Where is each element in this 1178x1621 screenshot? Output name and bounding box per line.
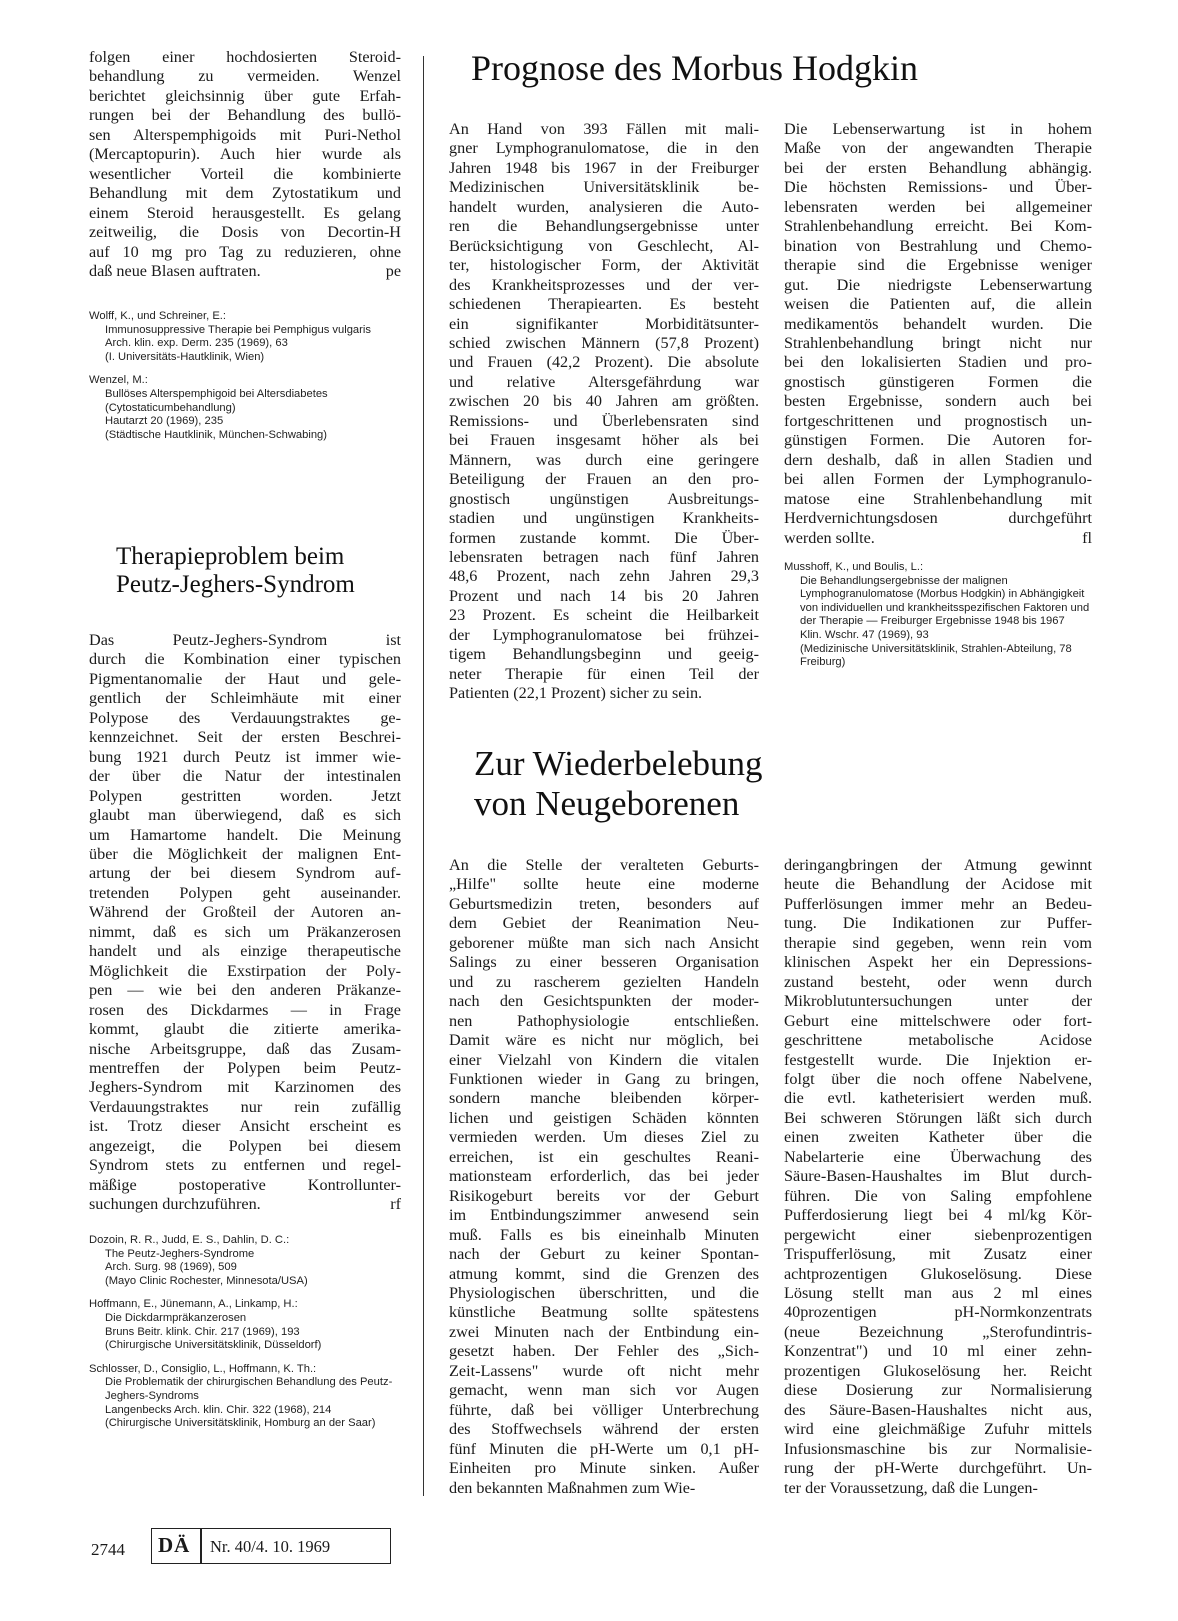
reference-line: Klin. Wschr. 47 (1969), 93	[800, 628, 929, 641]
text-line: ein signifikanter Morbiditätsunter-	[449, 314, 759, 333]
text-line: Geburtsmedizin treten, besonders auf	[449, 894, 759, 913]
text-line: kommt, glaubt die zitierte amerika-	[89, 1020, 401, 1039]
text-line: Damit wäre es nicht nur möglich, bei	[449, 1031, 759, 1050]
text-line: Remissions- und Überlebensraten sind	[449, 411, 759, 430]
text-line: Strahlenbehandlung bringt nicht nur	[784, 333, 1092, 352]
reference-line: (Mayo Clinic Rochester, Minnesota/USA)	[105, 1274, 308, 1287]
text-line: nen Pathophysiologie entschließen.	[449, 1011, 759, 1030]
reference-line: Bullöses Alterspemphigoid bei Altersdiabetes (Cytostaticumbehandlung)	[105, 387, 328, 414]
text-line: lebensraten betragen nach fünf Jahren	[449, 547, 759, 566]
hodgkin-reference	[784, 561, 1092, 680]
text-line: matose eine Strahlenbehandlung mit	[784, 489, 1092, 508]
author-initials: fl	[1082, 528, 1092, 547]
text-line: Die höchsten Remissions- und Über-	[784, 178, 1092, 197]
text-line: gentlich der Schleimhäute mit einer	[89, 689, 401, 708]
text-line: geborener müßte man sich nach Ansicht	[449, 933, 759, 952]
text-line: formen zustande kommt. Die Über-	[449, 528, 759, 547]
peutz-jeghers-body	[89, 631, 401, 1215]
text-line: neter Therapie für einen Teil der	[449, 664, 759, 683]
reference-entry	[89, 310, 401, 364]
text-line: stadien und ungünstigen Krankheits-	[449, 509, 759, 528]
peutz-jeghers-paragraph	[89, 631, 401, 1215]
text-line: ist. Trotz dieser Ansicht erscheint es	[89, 1117, 401, 1136]
journal-logo: DÄ	[158, 1533, 191, 1557]
hodgkin-title: Prognose des Morbus Hodgkin	[471, 48, 918, 88]
text-line: Zeit-Lassens" wurde oft nicht mehr	[449, 1361, 759, 1380]
text-line: daß neue Blasen auftraten. pe	[89, 261, 401, 280]
text-line: günstigen Formen. Die Autoren for-	[784, 431, 1092, 450]
text-line: Trispufferlösung, mit Zusatz einer	[784, 1245, 1092, 1264]
text-line: einen zweiten Katheter über die	[784, 1128, 1092, 1147]
text-line: bination von Bestrahlung und Chemo-	[784, 236, 1092, 255]
text-line: Medizinischen Universitätsklinik be-	[449, 178, 759, 197]
text-line: Polypose des Verdauungstraktes ge-	[89, 708, 401, 727]
text-line: berichtet gleichsinnig über gute Erfah-	[89, 86, 401, 105]
article-neonate-title	[474, 744, 1094, 824]
peutz-jeghers-heading	[116, 543, 416, 599]
text-line: Konzentrat") und 10 ml einer zehn-	[784, 1342, 1092, 1361]
text-line: Patienten (22,1 Prozent) sicher zu sein.	[449, 684, 703, 703]
text-line: Infusionsmaschine bis zur Normalisie-	[784, 1439, 1092, 1458]
text-line: angezeigt, die Polypen bei diesem	[89, 1136, 401, 1155]
text-line: Nabelarterie eine Überwachung des	[784, 1147, 1092, 1166]
text-line: Die Lebenserwartung ist in hohem	[784, 120, 1092, 138]
page-number: 2744	[91, 1540, 125, 1559]
text-line: geschrittene metabolische Acidose	[784, 1031, 1092, 1050]
text-line: gemacht, wenn man sich vor Augen	[449, 1381, 759, 1400]
text-line: ter, histologischer Form, der Aktivität	[449, 256, 759, 275]
text-line: ter der Voraussetzung, daß die Lungen-	[784, 1478, 1038, 1497]
reference-line: Hautarzt 20 (1969), 235	[105, 415, 224, 428]
text-line: der Lymphogranulomatose bei frühzei-	[449, 625, 759, 644]
text-line: zwischen 20 bis 40 Jahren am größten.	[449, 392, 759, 411]
text-line: Pufferlösungen immer mehr an Bedeu-	[784, 894, 1092, 913]
reference-author: Schlosser, D., Consiglio, L., Hoffmann, K. Th.:	[89, 1362, 317, 1375]
text-line: Herdvernichtungsdosen durchgeführt	[784, 509, 1092, 528]
text-line: durch die Kombination einer typischen	[89, 650, 401, 669]
text-line: achtprozentigen Glukoselösung. Diese	[784, 1264, 1092, 1283]
reference-line: (Medizinische Universitätsklinik, Strahlen-Abteilung, 78 Freiburg)	[800, 642, 1072, 669]
text-line: und relative Altersgefährdung war	[449, 372, 759, 391]
text-line: medikamentös behandelt wurden. Die	[784, 314, 1092, 333]
text-line: bei den lokalisierten Stadien und pro-	[784, 353, 1092, 372]
reference-author: Musshoff, K., und Boulis, L.:	[784, 561, 924, 573]
reference-line: Die Dickdarmpräkanzerosen	[105, 1311, 247, 1324]
text-line: Syndrom stets zu entfernen und regel-	[89, 1156, 401, 1175]
column-divider	[423, 56, 424, 1496]
text-line: Verdauungstraktes nur rein zufällig	[89, 1097, 401, 1116]
text-line: sen Alterspemphigoids mit Puri-Nethol	[89, 125, 401, 144]
text-line: mäßige postoperative Kontrollunter-	[89, 1175, 401, 1194]
text-line: Behandlung mit dem Zytostatikum und	[89, 184, 401, 203]
text-line: nische Arbeitsgruppe, daß das Zusam-	[89, 1039, 401, 1058]
text-line: muß. Falls es bis eineinhalb Minuten	[449, 1225, 759, 1244]
footer-box	[151, 1528, 391, 1564]
reference-entry	[89, 1234, 401, 1288]
text-line: wird eine gleichmäßige Zufuhr mittels	[784, 1420, 1092, 1439]
reference-entry	[89, 1298, 401, 1352]
text-line: 40prozentigen pH-Normkonzentrats	[784, 1303, 1092, 1322]
text-line: Bei schweren Störungen läßt sich durch	[784, 1108, 1092, 1127]
reference-entry	[89, 1363, 401, 1431]
text-line: suchungen durchzuführen. rf	[89, 1195, 401, 1214]
text-line: werden sollte. fl	[784, 528, 1092, 547]
text-line: besten Ergebnisse, sondern auch bei	[784, 392, 1092, 411]
text-line: Maße von der angewandten Therapie	[784, 139, 1092, 158]
text-line: einer Vielzahl von Kindern die vitalen	[449, 1050, 759, 1069]
text-line: zeitweilig, die Dosis von Decortin-H	[89, 223, 401, 242]
text-line: festgestellt wurde. Die Injektion er-	[784, 1050, 1092, 1069]
text-line: atmung kommt, sind die Grenzen des	[449, 1264, 759, 1283]
text-line: Pigmentanomalie der Haut und gele-	[89, 669, 401, 688]
text-line: folgen einer hochdosierten Steroid-	[89, 48, 401, 66]
text-line: handelt wurden, analysieren die Auto-	[449, 197, 759, 216]
text-line: lebensraten werden bei allgemeiner	[784, 197, 1092, 216]
text-line: des Säure-Basen-Haushaltes nicht aus,	[784, 1400, 1092, 1419]
text-line: und zu rascherem gezielten Handeln	[449, 972, 759, 991]
text-line: einem Steroid herausgestellt. Es gelang	[89, 203, 401, 222]
text-line: gner Lymphogranulomatose, die in den	[449, 139, 759, 158]
text-line: dern deshalb, daß in allen Stadien und	[784, 450, 1092, 469]
text-line: fünf Minuten die pH-Werte um 0,1 pH-	[449, 1439, 759, 1458]
text-line: glaubt man überwiegend, daß es sich	[89, 806, 401, 825]
text-line: pen — wie bei den anderen Präkanze-	[89, 981, 401, 1000]
text-line: Während der Großteil der Autoren an-	[89, 903, 401, 922]
text-line: Berücksichtigung von Geschlecht, Al-	[449, 236, 759, 255]
text-line: bei allen Formen der Lymphogranulo-	[784, 470, 1092, 489]
text-line: bei Frauen insgesamt höher als bei	[449, 431, 759, 450]
text-line: Lösung stellt man aus 2 ml eines	[784, 1283, 1092, 1302]
text-line: des Krankheitsprozesses und der ver-	[449, 275, 759, 294]
text-line: Geburt eine mittelschwere oder fort-	[784, 1011, 1092, 1030]
text-line: gnostisch ungünstigen Ausbreitungs-	[449, 489, 759, 508]
text-line: den bekannten Maßnahmen zum Wie-	[449, 1478, 696, 1497]
text-line: ren die Behandlungsergebnisse unter	[449, 217, 759, 236]
text-line: deringangbringen der Atmung gewinnt	[784, 856, 1092, 874]
hodgkin-col1	[449, 120, 759, 704]
text-line: klinischen Aspekt her ein Depressions-	[784, 953, 1092, 972]
text-line: handelt und als einzige therapeutische	[89, 942, 401, 961]
reference-entry	[89, 374, 401, 442]
text-line: Das Peutz-Jeghers-Syndrom ist	[89, 631, 401, 649]
text-line: Möglichkeit die Exstirpation der Poly-	[89, 961, 401, 980]
reference-author: Hoffmann, E., Jünemann, A., Linkamp, H.:	[89, 1298, 298, 1311]
text-line: Jahren 1948 bis 1967 in der Freiburger	[449, 158, 759, 177]
reference-line: (Städtische Hautklinik, München-Schwabing)	[105, 428, 327, 441]
author-initials: rf	[390, 1195, 401, 1214]
text-line: heute die Behandlung der Acidose mit	[784, 875, 1092, 894]
neonate-title-line: Zur Wiederbelebung	[474, 744, 763, 783]
text-line: rung der pH-Werte durchgeführt. Un-	[784, 1459, 1092, 1478]
references-peutz	[89, 1234, 401, 1441]
author-initials: pe	[385, 261, 401, 280]
text-line: 48,6 Prozent, nach zehn Jahren 29,3	[449, 567, 759, 586]
references-skin	[89, 310, 401, 452]
left-column	[89, 48, 401, 281]
text-line: therapie sind die Ergebnisse weniger	[784, 256, 1092, 275]
text-line: weisen die Patienten auf, die allein	[784, 295, 1092, 314]
reference-line: (Chirurgische Universitätsklinik, Düsseldorf)	[105, 1339, 322, 1352]
reference-line: Die Problematik der chirurgischen Behandlung des Peutz-Jeghers-Syndroms	[105, 1376, 393, 1402]
text-line: Einheiten pro Minute sinken. Außer	[449, 1459, 759, 1478]
text-line: diese Dosierung zur Normalisierung	[784, 1381, 1092, 1400]
text-line: Beteiligung der Frauen an den pro-	[449, 470, 759, 489]
reference-line: (I. Universitäts-Hautklinik, Wien)	[105, 350, 265, 363]
text-line: An die Stelle der veralteten Geburts-	[449, 856, 759, 874]
reference-entry	[784, 561, 1092, 670]
text-line: artung der bei diesem Syndrom auf-	[89, 864, 401, 883]
text-line: tung. Die Indikationen zur Puffer-	[784, 914, 1092, 933]
text-line: führte, daß bei völliger Unterbrechung	[449, 1400, 759, 1419]
neonate-paragraph-1	[449, 856, 759, 1498]
text-line: „Hilfe" sollte heute eine moderne	[449, 875, 759, 894]
text-line: auf 10 mg pro Tag zu reduzieren, ohne	[89, 242, 401, 261]
text-line: gesetzt haben. Der Fehler des „Sich-	[449, 1342, 759, 1361]
text-line: mentreffen der Polypen beim Peutz-	[89, 1058, 401, 1077]
text-line: Prozent und nach 14 bis 20 Jahren	[449, 586, 759, 605]
reference-line: Bruns Beitr. klink. Chir. 217 (1969), 193	[105, 1325, 300, 1338]
text-line: über die Möglichkeit der malignen Ent-	[89, 844, 401, 863]
text-line: therapie sind gegeben, wenn rein vom	[784, 933, 1092, 952]
text-line: schied zwischen Männern (57,8 Prozent)	[449, 333, 759, 352]
hodgkin-col2	[784, 120, 1092, 548]
page-footer	[89, 1528, 409, 1568]
text-line: fortgeschrittenen und prognostisch un-	[784, 411, 1092, 430]
text-line: rungen bei der Behandlung des bullö-	[89, 106, 401, 125]
text-line: Funktionen wieder in Gang zu bringen,	[449, 1069, 759, 1088]
text-line: (neue Bezeichnung „Sterofundintris-	[784, 1322, 1092, 1341]
text-line: sondern manche bleibenden körper-	[449, 1089, 759, 1108]
text-line: dem Gebiet der Reanimation Neu-	[449, 914, 759, 933]
reference-author: Wolff, K., und Schreiner, E.:	[89, 310, 227, 322]
text-line: schiedenen Therapiearten. Es besteht	[449, 295, 759, 314]
text-line: Physiologischen überschritten, und die	[449, 1283, 759, 1302]
hodgkin-paragraph-2	[784, 120, 1092, 548]
text-line: rosen des Dickdarmes — in Frage	[89, 1000, 401, 1019]
text-line: nach der Geburt zu keiner Spontan-	[449, 1245, 759, 1264]
reference-line: (Chirurgische Universitätsklinik, Homburg an der Saar)	[105, 1417, 376, 1430]
reference-line: Immunosuppressive Therapie bei Pemphigus vulgaris	[105, 323, 371, 336]
text-line: pergewicht einer siebenprozentigen	[784, 1225, 1092, 1244]
text-line: mationsteam erforderlich, das bei jeder	[449, 1167, 759, 1186]
text-line: 23 Prozent. Es scheint die Heilbarkeit	[449, 606, 759, 625]
text-line: der über die Natur der intestinalen	[89, 767, 401, 786]
heading-line: Therapieproblem beim	[116, 543, 345, 570]
text-line: nach den Gesichtspunkten der moder-	[449, 992, 759, 1011]
article-hodgkin-title	[471, 48, 1111, 88]
text-line: nimmt, daß es sich um Präkanzerosen	[89, 922, 401, 941]
text-line: kennzeichnet. Seit der ersten Beschrei-	[89, 728, 401, 747]
text-line: folgt über die noch offene Nabelvene,	[784, 1069, 1092, 1088]
text-line: Strahlenbehandlung erreicht. Bei Kom-	[784, 217, 1092, 236]
reference-line: Langenbecks Arch. klin. Chir. 322 (1968), 214	[105, 1403, 332, 1416]
text-line: im Entbindungszimmer anwesend sein	[449, 1206, 759, 1225]
neonate-col1	[449, 856, 759, 1498]
hodgkin-paragraph-1	[449, 120, 759, 704]
text-line: zustand besteht, oder wenn durch	[784, 972, 1092, 991]
text-line: bung 1921 durch Peutz ist immer wie-	[89, 747, 401, 766]
text-line: gnostisch günstigeren Formen die	[784, 372, 1092, 391]
text-line: Salings zu einer besseren Organisation	[449, 953, 759, 972]
text-line: Risikogeburt bereits vor der Geburt	[449, 1186, 759, 1205]
reference-line: Arch. Surg. 98 (1969), 509	[105, 1261, 237, 1274]
text-line: lichen und geistigen Schäden könnten	[449, 1108, 759, 1127]
text-line: führen. Die von Saling empfohlene	[784, 1186, 1092, 1205]
text-line: Säure-Basen-Haushaltes im Blut durch-	[784, 1167, 1092, 1186]
reference-line: Arch. klin. exp. Derm. 235 (1969), 63	[105, 337, 288, 350]
text-line: des Stoffwechsels während der ersten	[449, 1420, 759, 1439]
text-line: Jeghers-Syndrom mit Karzinomen des	[89, 1078, 401, 1097]
reference-author: Wenzel, M.:	[89, 374, 148, 387]
text-line: tretenden Polypen geht auseinander.	[89, 883, 401, 902]
reference-author: Dozoin, R. R., Judd, E. S., Dahlin, D. C.:	[89, 1234, 290, 1246]
reference-line: The Peutz-Jeghers-Syndrome	[105, 1247, 255, 1260]
neonate-paragraph-2	[784, 856, 1092, 1498]
text-line: prozentigen Glukoselösung her. Reicht	[784, 1361, 1092, 1380]
heading-line: Peutz-Jeghers-Syndrom	[116, 571, 355, 598]
text-line: vermieden werden. Um dieses Ziel zu	[449, 1128, 759, 1147]
neonate-title-line: von Neugeborenen	[474, 784, 740, 823]
reference-line: Die Behandlungsergebnisse der malignen Lymphogranulomatose (Morbus Hodgkin) in Abhängigkeit von individuellen und krankheitsspezifischen Faktoren und der Therapie — Freiburger Ergebnisse 1948 bis 1967	[800, 574, 1090, 628]
text-line: Mikroblutuntersuchungen unter der	[784, 992, 1092, 1011]
text-line: An Hand von 393 Fällen mit mali-	[449, 120, 759, 138]
intro-paragraph	[89, 48, 401, 281]
text-line: gut. Die niedrigste Lebenserwartung	[784, 275, 1092, 294]
text-line: erreichen, ist ein geschultes Reani-	[449, 1147, 759, 1166]
footer-box-divider	[200, 1529, 202, 1563]
text-line: bei der ersten Behandlung abhängig.	[784, 158, 1092, 177]
text-line: behandlung zu vermeiden. Wenzel	[89, 67, 401, 86]
text-line: um Hamartome handelt. Die Meinung	[89, 825, 401, 844]
text-line: wesentlicher Vorteil die kombinierte	[89, 164, 401, 183]
text-line: die evtl. katheterisiert werden muß.	[784, 1089, 1092, 1108]
text-line: (Mercaptopurin). Auch hier wurde als	[89, 145, 401, 164]
text-line: Pufferdosierung liegt bei 4 ml/kg Kör-	[784, 1206, 1092, 1225]
text-line: künstliche Beatmung sollte spätestens	[449, 1303, 759, 1322]
text-line: Männern, was durch eine geringere	[449, 450, 759, 469]
text-line: zwei Minuten nach der Entbindung ein-	[449, 1322, 759, 1341]
text-line: und Frauen (42,2 Prozent). Die absolute	[449, 353, 759, 372]
issue-date: Nr. 40/4. 10. 1969	[210, 1537, 331, 1556]
neonate-col2	[784, 856, 1092, 1498]
text-line: Polypen gestritten worden. Jetzt	[89, 786, 401, 805]
text-line: tigem Behandlungsbeginn und geeig-	[449, 645, 759, 664]
